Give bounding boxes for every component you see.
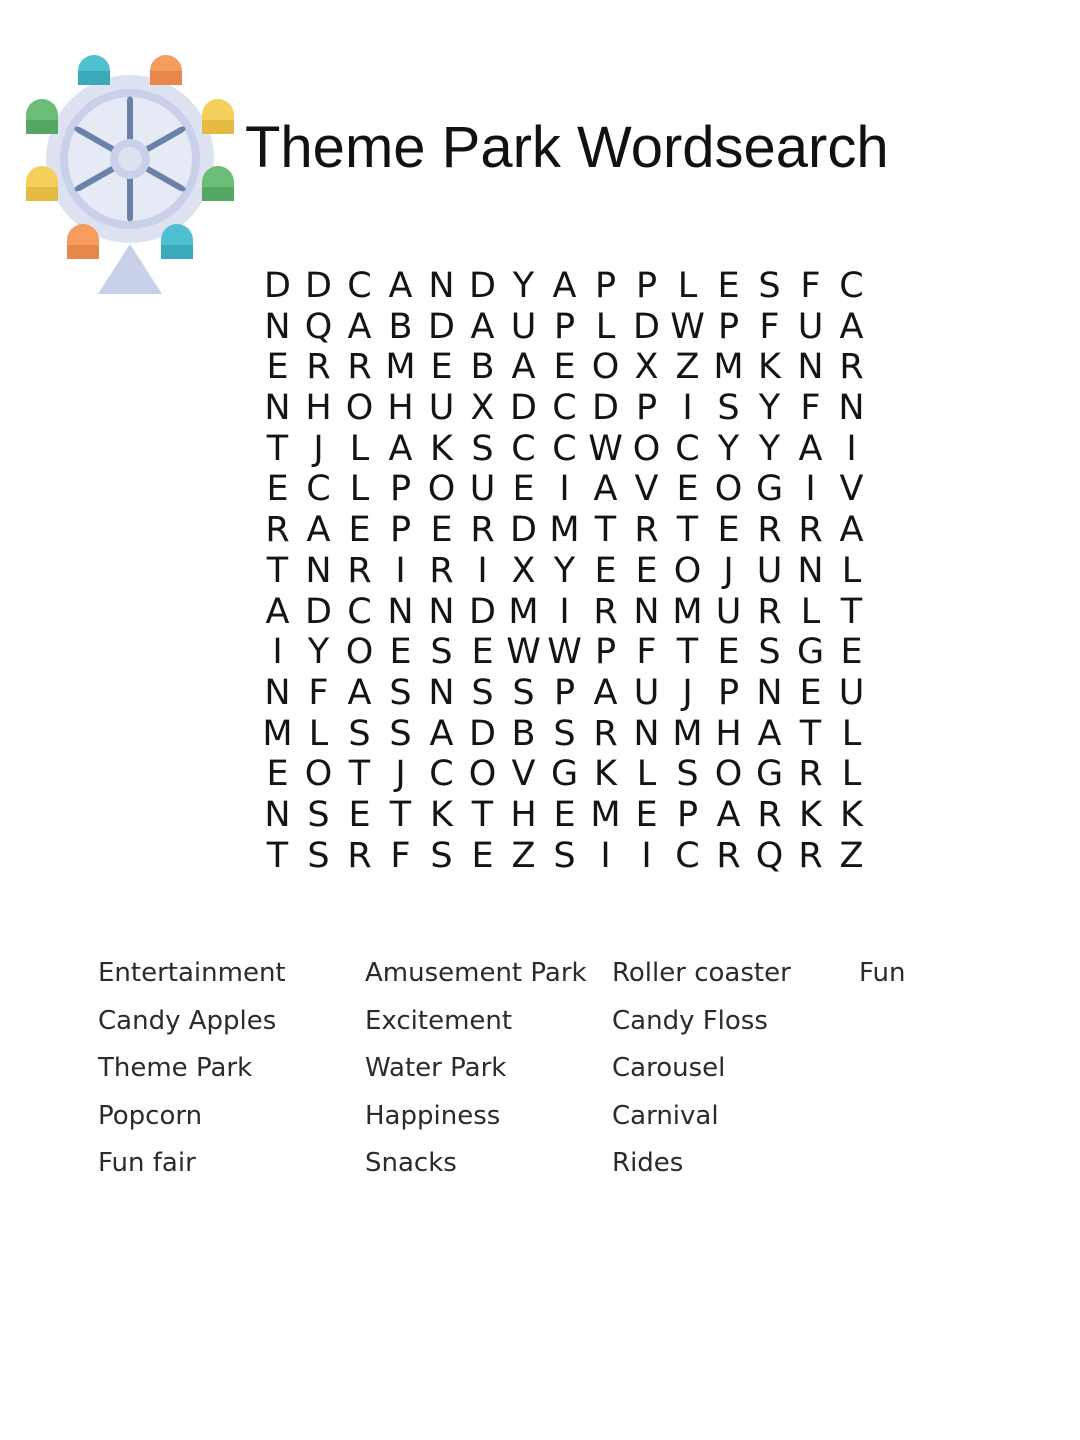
- word-list-item: Fun: [859, 958, 906, 988]
- grid-cell[interactable]: N: [797, 347, 824, 388]
- word-list-item: Entertainment: [98, 958, 286, 988]
- ferris-wheel-logo: [20, 44, 240, 300]
- grid-cell[interactable]: W: [547, 632, 582, 673]
- grid-cell[interactable]: U: [715, 591, 742, 632]
- grid-cell[interactable]: K: [430, 794, 453, 835]
- grid-cell[interactable]: T: [471, 794, 494, 835]
- grid-cell[interactable]: M: [672, 713, 703, 754]
- grid-cell[interactable]: I: [600, 835, 611, 876]
- grid-cell[interactable]: L: [349, 428, 370, 469]
- grid-cell[interactable]: L: [841, 550, 862, 591]
- grid-cell[interactable]: S: [471, 428, 494, 469]
- grid-cell[interactable]: R: [347, 347, 372, 388]
- grid-cell[interactable]: C: [347, 266, 372, 306]
- grid-cell[interactable]: V: [839, 469, 864, 510]
- grid-cell[interactable]: E: [430, 510, 453, 551]
- word-list-item: Carousel: [612, 1053, 726, 1083]
- grid-cell[interactable]: N: [428, 591, 455, 632]
- grid-cell[interactable]: Z: [511, 835, 536, 876]
- grid-cell[interactable]: Y: [717, 428, 740, 469]
- grid-cell[interactable]: Y: [307, 632, 330, 673]
- grid-cell[interactable]: F: [800, 388, 821, 429]
- grid-cell[interactable]: I: [641, 835, 652, 876]
- grid-cell[interactable]: I: [559, 469, 570, 510]
- grid-cell[interactable]: R: [716, 835, 741, 876]
- grid-cell[interactable]: O: [345, 388, 374, 429]
- grid-cell[interactable]: A: [347, 306, 372, 347]
- grid-cell[interactable]: P: [594, 632, 617, 673]
- word-list-item: Excitement: [365, 1005, 513, 1036]
- grid-cell[interactable]: M: [590, 794, 621, 835]
- grid-cell[interactable]: N: [428, 672, 455, 713]
- grid-cell[interactable]: U: [797, 306, 824, 347]
- ferris-wheel-icon: [20, 44, 240, 300]
- grid-cell[interactable]: H: [305, 388, 332, 429]
- grid-cell[interactable]: A: [470, 306, 495, 347]
- grid-cell[interactable]: X: [634, 347, 659, 388]
- grid-cell[interactable]: R: [634, 510, 659, 551]
- grid-cell[interactable]: N: [797, 550, 824, 591]
- grid-cell[interactable]: I: [682, 388, 693, 429]
- grid-cell[interactable]: R: [593, 591, 618, 632]
- grid-cell[interactable]: A: [593, 672, 618, 713]
- grid-cell[interactable]: Y: [758, 428, 781, 469]
- grid-cell[interactable]: R: [798, 754, 823, 795]
- grid-cell[interactable]: N: [633, 713, 660, 754]
- grid-cell[interactable]: K: [758, 347, 781, 388]
- grid-cell[interactable]: A: [839, 306, 864, 347]
- grid-cell[interactable]: R: [347, 835, 372, 876]
- grid-cell[interactable]: E: [389, 632, 412, 673]
- grid-cell[interactable]: I: [805, 469, 816, 510]
- grid-cell[interactable]: U: [756, 550, 783, 591]
- word-list-item: Amusement Park: [365, 958, 587, 988]
- grid-cell[interactable]: E: [594, 550, 617, 591]
- grid-cell[interactable]: D: [510, 510, 537, 551]
- grid-cell[interactable]: S: [676, 754, 699, 795]
- grid-cell[interactable]: T: [266, 428, 289, 469]
- grid-cell[interactable]: S: [758, 632, 781, 673]
- grid-cell[interactable]: N: [305, 550, 332, 591]
- grid-cell[interactable]: E: [266, 469, 289, 510]
- grid-cell[interactable]: R: [798, 835, 823, 876]
- grid-cell[interactable]: P: [717, 672, 740, 713]
- grid-cell[interactable]: P: [717, 306, 740, 347]
- grid-cell[interactable]: D: [305, 266, 332, 306]
- grid-cell[interactable]: T: [676, 510, 699, 551]
- grid-cell[interactable]: F: [636, 632, 657, 673]
- grid-cell[interactable]: Y: [553, 550, 576, 591]
- grid-cell[interactable]: N: [838, 388, 865, 429]
- grid-cell[interactable]: T: [389, 794, 412, 835]
- word-list-item: [859, 1140, 979, 1188]
- grid-cell[interactable]: E: [840, 632, 863, 673]
- grid-cell[interactable]: R: [429, 550, 454, 591]
- word-list: [98, 950, 979, 1188]
- grid-cell[interactable]: S: [430, 632, 453, 673]
- grid-cell[interactable]: L: [841, 754, 862, 795]
- grid-cell[interactable]: O: [714, 469, 743, 510]
- grid-cell[interactable]: R: [265, 510, 290, 551]
- grid-cell[interactable]: D: [305, 591, 332, 632]
- grid-cell[interactable]: M: [385, 347, 416, 388]
- grid-cell[interactable]: Q: [304, 306, 333, 347]
- grid-cell[interactable]: E: [635, 550, 658, 591]
- grid-cell[interactable]: D: [510, 388, 537, 429]
- grid-cell[interactable]: A: [757, 713, 782, 754]
- grid-cell[interactable]: K: [840, 794, 863, 835]
- grid-cell[interactable]: A: [552, 266, 577, 306]
- grid-cell[interactable]: T: [840, 591, 863, 632]
- grid-cell[interactable]: Y: [758, 388, 781, 429]
- grid-cell[interactable]: E: [553, 347, 576, 388]
- grid-cell[interactable]: Q: [755, 835, 784, 876]
- grid-cell[interactable]: L: [800, 591, 821, 632]
- grid-cell[interactable]: M: [549, 510, 580, 551]
- grid-cell[interactable]: F: [308, 672, 329, 713]
- grid-cell[interactable]: R: [757, 510, 782, 551]
- grid-cell[interactable]: X: [511, 550, 536, 591]
- grid-cell[interactable]: A: [347, 672, 372, 713]
- grid-cell[interactable]: R: [470, 510, 495, 551]
- grid-cell[interactable]: P: [389, 469, 412, 510]
- grid-cell[interactable]: A: [306, 510, 331, 551]
- word-list-item: Rides: [612, 1148, 684, 1178]
- grid-cell[interactable]: A: [593, 469, 618, 510]
- grid-cell[interactable]: O: [345, 632, 374, 673]
- grid-cell[interactable]: L: [841, 713, 862, 754]
- grid-cell[interactable]: J: [682, 672, 693, 713]
- grid-cell[interactable]: S: [430, 835, 453, 876]
- word-list-item: Theme Park: [98, 1053, 253, 1083]
- grid-cell[interactable]: L: [636, 754, 657, 795]
- grid-cell[interactable]: S: [307, 835, 330, 876]
- grid-cell[interactable]: L: [349, 469, 370, 510]
- grid-cell[interactable]: T: [266, 835, 289, 876]
- grid-cell[interactable]: P: [635, 388, 658, 429]
- grid-cell[interactable]: R: [757, 794, 782, 835]
- grid-cell[interactable]: E: [635, 794, 658, 835]
- grid-cell[interactable]: I: [477, 550, 488, 591]
- grid-cell[interactable]: C: [675, 428, 700, 469]
- grid-cell[interactable]: B: [470, 347, 495, 388]
- grid-cell[interactable]: R: [839, 347, 864, 388]
- grid-cell[interactable]: S: [553, 713, 576, 754]
- grid-cell[interactable]: D: [469, 266, 496, 306]
- grid-cell[interactable]: G: [550, 754, 579, 795]
- grid-cell[interactable]: S: [717, 388, 740, 429]
- grid-cell[interactable]: E: [348, 510, 371, 551]
- grid-cell[interactable]: K: [430, 428, 453, 469]
- grid-cell[interactable]: F: [800, 266, 821, 306]
- grid-cell[interactable]: I: [395, 550, 406, 591]
- grid-cell[interactable]: P: [389, 510, 412, 551]
- grid-cell[interactable]: B: [388, 306, 413, 347]
- grid-cell[interactable]: A: [265, 591, 290, 632]
- grid-cell[interactable]: H: [510, 794, 537, 835]
- grid-cell[interactable]: M: [713, 347, 744, 388]
- grid-cell[interactable]: D: [428, 306, 455, 347]
- grid-cell[interactable]: R: [306, 347, 331, 388]
- grid-cell[interactable]: H: [715, 713, 742, 754]
- grid-cell[interactable]: V: [634, 469, 659, 510]
- letter-grid[interactable]: [257, 266, 872, 876]
- grid-cell[interactable]: O: [468, 754, 497, 795]
- grid-cell[interactable]: T: [348, 754, 371, 795]
- grid-cell[interactable]: P: [553, 306, 576, 347]
- grid-cell[interactable]: W: [506, 632, 541, 673]
- grid-cell[interactable]: N: [428, 266, 455, 306]
- grid-cell[interactable]: S: [348, 713, 371, 754]
- grid-cell[interactable]: O: [591, 347, 620, 388]
- grid-cell[interactable]: S: [758, 266, 781, 306]
- word-list-item: Water Park: [365, 1053, 507, 1083]
- grid-cell[interactable]: J: [313, 428, 324, 469]
- grid-cell[interactable]: M: [508, 591, 539, 632]
- grid-cell[interactable]: D: [469, 713, 496, 754]
- grid-cell[interactable]: C: [675, 835, 700, 876]
- grid-cell[interactable]: D: [633, 306, 660, 347]
- page-title: Theme Park Wordsearch: [245, 115, 889, 180]
- grid-cell[interactable]: C: [839, 266, 864, 306]
- grid-cell[interactable]: E: [717, 632, 740, 673]
- grid-cell[interactable]: C: [552, 428, 577, 469]
- word-list-item: [859, 998, 979, 1046]
- grid-cell[interactable]: U: [469, 469, 496, 510]
- grid-cell[interactable]: E: [799, 672, 822, 713]
- grid-cell[interactable]: O: [714, 754, 743, 795]
- word-list-item: Happiness: [365, 1100, 501, 1131]
- grid-cell[interactable]: L: [677, 266, 698, 306]
- grid-cell[interactable]: M: [262, 713, 293, 754]
- grid-cell[interactable]: E: [471, 632, 494, 673]
- grid-cell[interactable]: E: [266, 347, 289, 388]
- grid-cell[interactable]: C: [306, 469, 331, 510]
- grid-cell[interactable]: R: [798, 510, 823, 551]
- grid-cell[interactable]: Z: [839, 835, 864, 876]
- grid-cell[interactable]: A: [798, 428, 823, 469]
- grid-cell[interactable]: E: [266, 754, 289, 795]
- word-list-item: Popcorn: [98, 1100, 203, 1131]
- grid-cell[interactable]: P: [635, 266, 658, 306]
- grid-cell[interactable]: L: [595, 306, 616, 347]
- grid-cell[interactable]: S: [389, 672, 412, 713]
- grid-cell[interactable]: S: [471, 672, 494, 713]
- grid-cell[interactable]: N: [387, 591, 414, 632]
- grid-cell[interactable]: N: [633, 591, 660, 632]
- grid-cell[interactable]: P: [553, 672, 576, 713]
- grid-cell[interactable]: K: [594, 754, 617, 795]
- grid-cell[interactable]: N: [264, 388, 291, 429]
- grid-cell[interactable]: N: [264, 672, 291, 713]
- grid-cell[interactable]: R: [593, 713, 618, 754]
- grid-cell[interactable]: G: [796, 632, 825, 673]
- grid-cell[interactable]: E: [717, 266, 740, 306]
- word-list-item: Candy Apples: [98, 1005, 277, 1036]
- grid-cell[interactable]: A: [429, 713, 454, 754]
- grid-cell[interactable]: W: [588, 428, 623, 469]
- grid-cell[interactable]: D: [264, 266, 291, 306]
- grid-cell[interactable]: S: [307, 794, 330, 835]
- grid-cell[interactable]: N: [264, 306, 291, 347]
- word-list-item: Roller coaster: [612, 958, 791, 988]
- grid-cell[interactable]: C: [429, 754, 454, 795]
- grid-cell[interactable]: F: [390, 835, 411, 876]
- grid-cell[interactable]: L: [308, 713, 329, 754]
- grid-cell[interactable]: S: [389, 713, 412, 754]
- grid-cell[interactable]: U: [838, 672, 865, 713]
- grid-cell[interactable]: E: [471, 835, 494, 876]
- grid-cell[interactable]: C: [347, 591, 372, 632]
- grid-cell[interactable]: W: [670, 306, 705, 347]
- grid-cell[interactable]: R: [347, 550, 372, 591]
- grid-cell[interactable]: Y: [512, 266, 535, 306]
- grid-cell[interactable]: P: [676, 794, 699, 835]
- grid-cell[interactable]: S: [512, 672, 535, 713]
- word-list-item: Fun fair: [98, 1148, 196, 1178]
- grid-cell[interactable]: E: [717, 510, 740, 551]
- grid-cell[interactable]: C: [511, 428, 536, 469]
- grid-cell[interactable]: D: [469, 591, 496, 632]
- grid-cell[interactable]: N: [264, 794, 291, 835]
- grid-cell[interactable]: J: [395, 754, 406, 795]
- grid-cell[interactable]: H: [387, 388, 414, 429]
- grid-cell[interactable]: O: [304, 754, 333, 795]
- grid-cell[interactable]: T: [266, 550, 289, 591]
- grid-cell[interactable]: O: [427, 469, 456, 510]
- grid-cell[interactable]: V: [511, 754, 536, 795]
- grid-cell[interactable]: U: [428, 388, 455, 429]
- grid-cell[interactable]: I: [846, 428, 857, 469]
- grid-cell[interactable]: U: [633, 672, 660, 713]
- grid-cell[interactable]: G: [755, 754, 784, 795]
- grid-cell[interactable]: T: [594, 510, 617, 551]
- grid-cell[interactable]: J: [723, 550, 734, 591]
- grid-cell[interactable]: E: [553, 794, 576, 835]
- grid-cell[interactable]: A: [839, 510, 864, 551]
- grid-cell[interactable]: M: [672, 591, 703, 632]
- grid-cell[interactable]: O: [673, 550, 702, 591]
- grid-cell[interactable]: I: [559, 591, 570, 632]
- grid-cell[interactable]: S: [553, 835, 576, 876]
- grid-cell[interactable]: D: [592, 388, 619, 429]
- grid-cell[interactable]: E: [676, 469, 699, 510]
- grid-cell[interactable]: A: [716, 794, 741, 835]
- grid-cell[interactable]: N: [756, 672, 783, 713]
- grid-cell[interactable]: A: [388, 266, 413, 306]
- word-list-item: Snacks: [365, 1148, 457, 1178]
- word-list-item: Carnival: [612, 1100, 719, 1131]
- grid-cell[interactable]: E: [512, 469, 535, 510]
- grid-cell[interactable]: F: [759, 306, 780, 347]
- word-list-item: Candy Floss: [612, 1005, 768, 1036]
- grid-cell[interactable]: C: [552, 388, 577, 429]
- grid-cell[interactable]: I: [272, 632, 283, 673]
- grid-cell[interactable]: U: [510, 306, 537, 347]
- grid-cell[interactable]: X: [470, 388, 495, 429]
- grid-cell[interactable]: Z: [675, 347, 700, 388]
- grid-cell[interactable]: T: [799, 713, 822, 754]
- grid-cell[interactable]: P: [594, 266, 617, 306]
- grid-cell[interactable]: A: [388, 428, 413, 469]
- grid-cell[interactable]: E: [430, 347, 453, 388]
- grid-cell[interactable]: T: [676, 632, 699, 673]
- word-list-item: [859, 1093, 979, 1141]
- grid-cell[interactable]: E: [348, 794, 371, 835]
- grid-cell[interactable]: B: [511, 713, 536, 754]
- grid-cell[interactable]: O: [632, 428, 661, 469]
- grid-cell[interactable]: R: [757, 591, 782, 632]
- grid-cell[interactable]: A: [511, 347, 536, 388]
- word-list-item: [859, 1045, 979, 1093]
- grid-cell[interactable]: K: [799, 794, 822, 835]
- grid-cell[interactable]: G: [755, 469, 784, 510]
